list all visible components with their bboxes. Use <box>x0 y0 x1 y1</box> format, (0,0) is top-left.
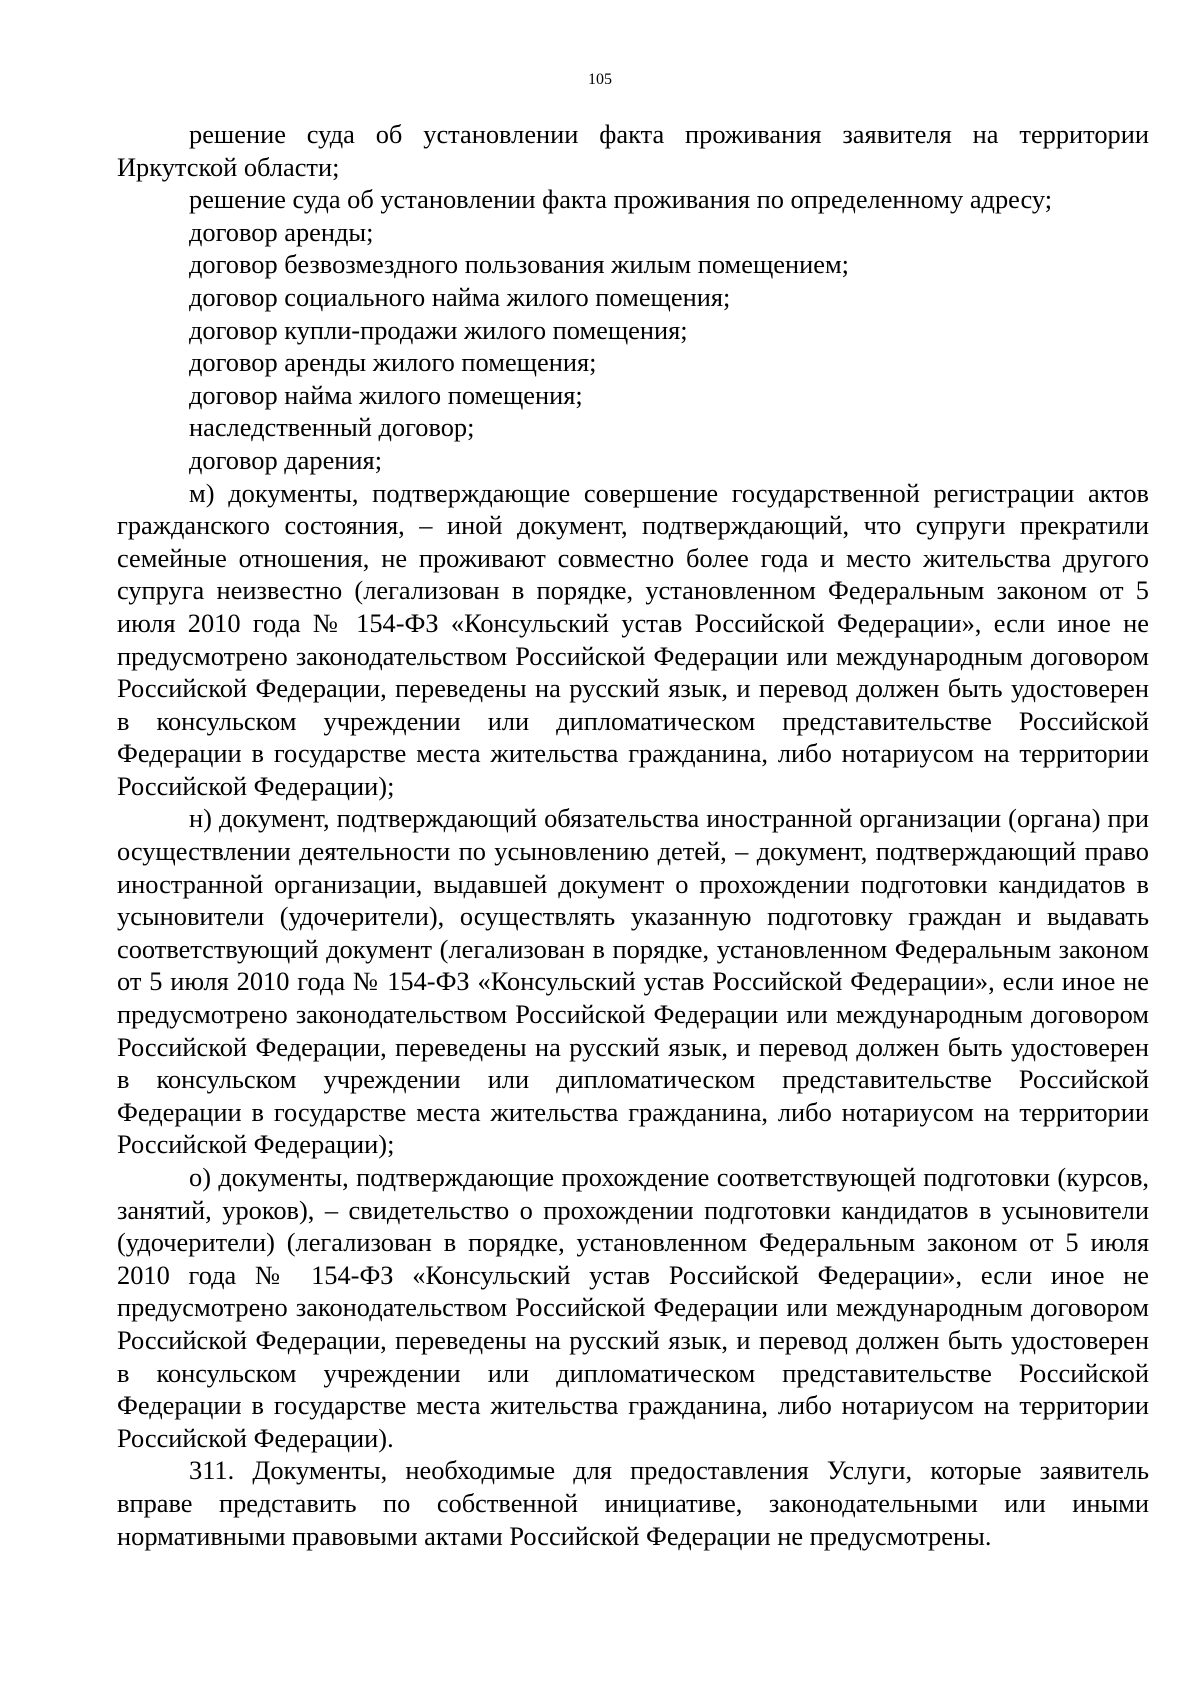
paragraph-residential-hire-agreement: договор найма жилого помещения; <box>189 379 583 410</box>
paragraph-court-decision-address: решение суда об установлении факта проживания по определенному адресу; <box>189 184 1053 215</box>
paragraph-gift-agreement: договор дарения; <box>189 444 383 475</box>
paragraph-item-m: м) документы, подтверждающие совершение государственной регистрации актов гражданского состояния, – иной документ, подтверждающий, что супруги прекратили семейные отношения, не проживают совместно более года и место жительства другого супруга неизвестно (легализован в порядке, установленном Федеральным законом от 5 июля 2010 года № 154-ФЗ «Консульский устав Российской Федерации», если иное не предусмотрено законодательством Российской Федерации или международным договором Российской Федерации, переведены на русский язык, и перевод должен быть удостоверен в консульском учреждении или дипломатическом представительстве Российской Федерации в государстве места жительства гражданина, либо нотариусом на территории Российской Федерации); <box>117 477 1149 801</box>
paragraph-residential-lease-agreement: договор аренды жилого помещения; <box>189 347 597 378</box>
paragraph-item-o: о) документы, подтверждающие прохождение соответствующей подготовки (курсов, занятий, уроков), – свидетельство о прохождении подготовки кандидатов в усыновители (удочерители) (легализован в порядке, установленном Федеральным законом от 5 июля 2010 года № 154-ФЗ «Консульский устав Российской Федерации», если иное не предусмотрено законодательством Российской Федерации или международным договором Российской Федерации, переведены на русский язык, и перевод должен быть удостоверен в консульском учреждении или дипломатическом представительстве Российской Федерации в государстве места жительства гражданина, либо нотариусом на территории Российской Федерации). <box>117 1162 1149 1453</box>
paragraph-social-tenancy-agreement: договор социального найма жилого помещения; <box>189 281 731 312</box>
page-number: 105 <box>588 71 612 88</box>
paragraph-item-n: н) документ, подтверждающий обязательства иностранной организации (органа) при осуществлении деятельности по усыновлению детей, – документ, подтверждающий право иностранной организации, выдавшей документ о прохождении подготовки кандидатов в усыновители (удочерители), осуществлять указанную подготовку граждан и выдавать соответствующий документ (легализован в порядке, установленном Федеральным законом от 5 июля 2010 года № 154-ФЗ «Консульский устав Российской Федерации», если иное не предусмотрено законодательством Российской Федерации или международным договором Российской Федерации, переведены на русский язык, и перевод должен быть удостоверен в консульском учреждении или дипломатическом представительстве Российской Федерации в государстве места жительства гражданина, либо нотариусом на территории Российской Федерации); <box>117 803 1149 1160</box>
paragraph-inheritance-agreement: наследственный договор; <box>189 412 475 443</box>
document-body <box>117 118 1149 1552</box>
paragraph-clause-311: 311. Документы, необходимые для предоставления Услуги, которые заявитель вправе представить по собственной инициативе, законодательными или иными нормативными правовыми актами Российской Федерации не предусмотрены. <box>117 1455 1149 1551</box>
paragraph-lease-agreement: договор аренды; <box>189 216 374 247</box>
paragraph-court-decision-residence-region: решение суда об установлении факта проживания заявителя на территории Иркутской области; <box>117 119 1149 182</box>
paragraph-free-use-agreement: договор безвозмездного пользования жилым помещением; <box>189 249 849 280</box>
paragraph-purchase-sale-agreement: договор купли-продажи жилого помещения; <box>189 314 688 345</box>
